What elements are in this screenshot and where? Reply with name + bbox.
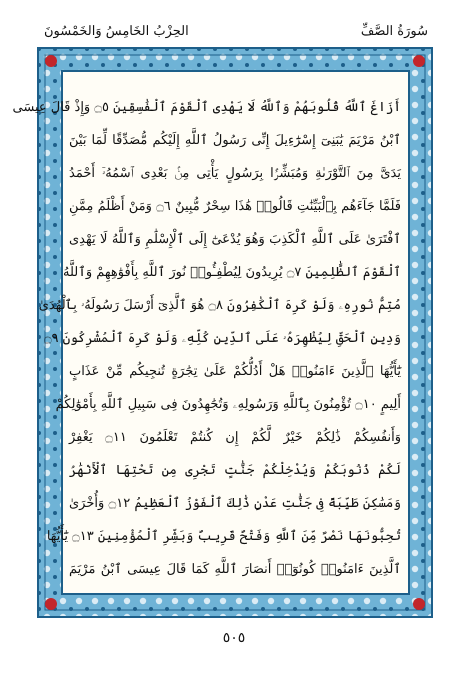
quran-text (12, 96, 401, 585)
verse-line: يَٰٓأَيُّهَا ٱلَّذِينَ ءَامَنُوا۟ هَلْ أَدُلُّكُمْ عَلَىٰ تِجَٰرَةٍ تُنجِيكُم مِّنْ عَذَابٍ (69, 364, 401, 379)
verse-line: وَمَسَٰكِنَ طَيِّبَةً فِى جَنَّٰتِ عَدْنٍ ذَٰلِكَ ٱلْفَوْزُ ٱلْعَظِيمُ ۝١٢ وَأُخْرَىٰ (69, 496, 401, 511)
corner-rosette-bottom-left (45, 598, 57, 610)
verse-line: ٱلْقَوْمَ ٱلظَّٰلِمِينَ ۝٧ يُرِيدُونَ لِيُطْفِـُٔوا۟ نُورَ ٱللَّهِ بِأَفْوَٰهِهِمْ وَٱللَّهُ (63, 265, 401, 280)
verse-line: ٱفْتَرَىٰ عَلَى ٱللَّهِ ٱلْكَذِبَ وَهُوَ يُدْعَىٰٓ إِلَى ٱلْإِسْلَٰمِ وَٱللَّهُ لَا يَهْدِى (69, 232, 401, 247)
verse-line: يَدَىَّ مِنَ ٱلتَّوْرَىٰةِ وَمُبَشِّرًۢا بِرَسُولٍ يَأْتِى مِنۢ بَعْدِى ٱسْمُهُۥٓ أَحْمَدُ (69, 166, 401, 181)
verse-line: أَزَاغَ ٱللَّهُ قُلُوبَهُمْ وَٱللَّهُ لَا يَهْدِى ٱلْقَوْمَ ٱلْفَٰسِقِينَ ۝٥ وَإِذْ قَالَ عِيسَى (12, 100, 401, 115)
verse-line: فَلَمَّا جَآءَهُم بِٱلْبَيِّنَٰتِ قَالُوا۟ هَٰذَا سِحْرٌ مُّبِينٌ ۝٦ وَمَنْ أَظْلَمُ مِمَّنِ (69, 199, 401, 214)
verse-line: ٱبْنُ مَرْيَمَ يَٰبَنِىٓ إِسْرَٰٓءِيلَ إِنِّى رَسُولُ ٱللَّهِ إِلَيْكُم مُّصَدِّقًا لِّمَا بَيْنَ (69, 133, 401, 148)
verse-line: أَلِيمٍ ۝١٠ تُؤْمِنُونَ بِٱللَّهِ وَرَسُولِهِۦ وَتُجَٰهِدُونَ فِى سَبِيلِ ٱللَّهِ بِأَمْوَٰلِكُمْ (55, 397, 401, 412)
surah-name: سُورَةُ الصَّفِّ (360, 24, 428, 39)
page-header (44, 22, 428, 44)
verse-line: وَدِينِ ٱلْحَقِّ لِيُظْهِرَهُۥ عَلَى ٱلدِّينِ كُلِّهِۦ وَلَوْ كَرِهَ ٱلْمُشْرِكُونَ ۝٩ (43, 331, 401, 346)
verse-line: تُحِبُّونَهَا نَصْرٌ مِّنَ ٱللَّهِ وَفَتْحٌ قَرِيبٌ وَبَشِّرِ ٱلْمُؤْمِنِينَ ۝١٣ يَٰٓأَيُّهَا (46, 529, 401, 544)
corner-rosette-bottom-right (413, 598, 425, 610)
verse-line: لَكُمْ ذُنُوبَكُمْ وَيُدْخِلْكُمْ جَنَّٰتٍ تَجْرِى مِن تَحْتِهَا ٱلْأَنْهَٰرُ (69, 463, 401, 478)
verse-line: وَأَنفُسِكُمْ ذَٰلِكُمْ خَيْرٌ لَّكُمْ إِن كُنتُمْ تَعْلَمُونَ ۝١١ يَغْفِرْ (69, 430, 401, 445)
hizb-label: الحِزْبُ الخَامِسُ وَالخَمْسُونَ (44, 24, 189, 39)
verse-line: ٱلَّذِينَ ءَامَنُوا۟ كُونُوٓا۟ أَنصَارَ ٱللَّهِ كَمَا قَالَ عِيسَى ٱبْنُ مَرْيَمَ (69, 562, 401, 577)
verse-line: مُتِمُّ نُورِهِۦ وَلَوْ كَرِهَ ٱلْكَٰفِرُونَ ۝٨ هُوَ ٱلَّذِىٓ أَرْسَلَ رَسُولَهُۥ بِٱلْهُدَىٰ (38, 298, 401, 313)
corner-rosette-top-left (45, 55, 57, 67)
corner-rosette-top-right (413, 55, 425, 67)
page-number: ٥٠٥ (222, 630, 246, 646)
